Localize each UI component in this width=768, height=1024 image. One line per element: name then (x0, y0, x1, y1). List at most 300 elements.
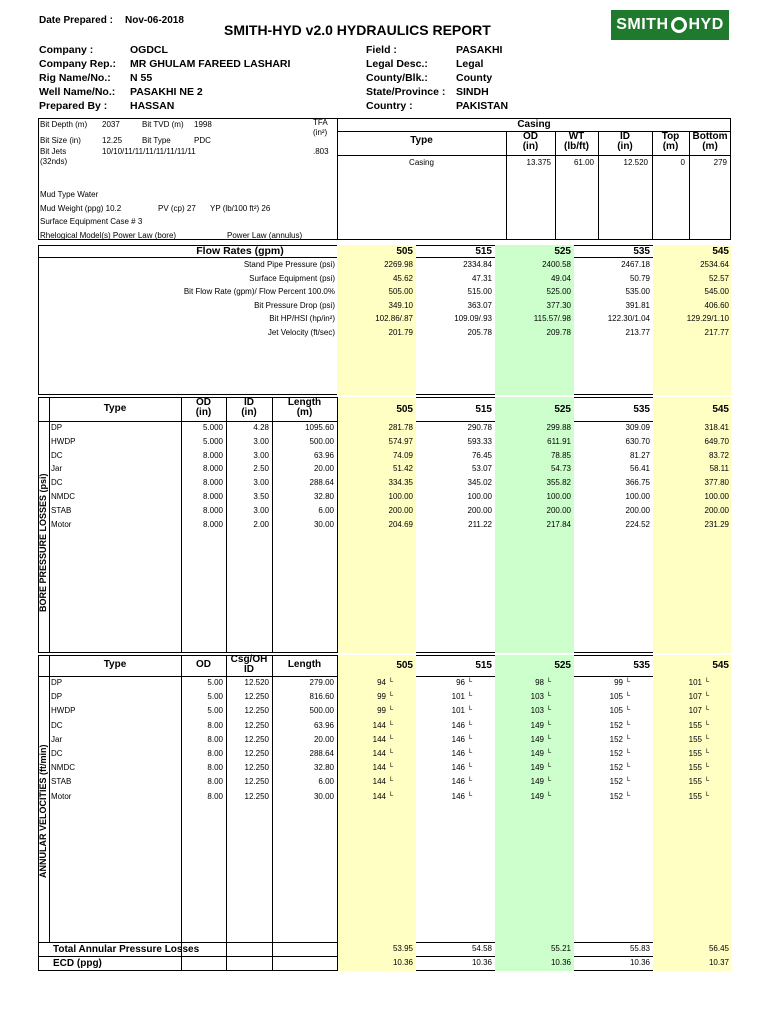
annular-row-id: 12.250 (244, 692, 269, 702)
flow-value: 2467.18 (621, 260, 650, 269)
annular-value: 146 (451, 720, 465, 730)
annular-flag: L (627, 791, 631, 798)
annular-row-id: 12.250 (244, 706, 269, 716)
bore-value: 100.00 (467, 492, 492, 501)
annular-value: 149 (530, 720, 544, 730)
bore-value: 204.69 (388, 519, 413, 529)
divider (272, 655, 273, 971)
flow-row-label: Bit Flow Rate (gpm)/ Flow Percent 100.0% (183, 287, 335, 296)
annular-row-type: Jar (51, 734, 63, 744)
bore-value: 100.00 (388, 492, 413, 501)
info-label: County/Blk.: (366, 72, 428, 84)
annular-rate-header: 505 (396, 660, 413, 671)
total-annular-loss-value: 55.83 (629, 944, 650, 953)
bore-row-od: 8.000 (202, 464, 223, 474)
bore-value: 74.09 (392, 450, 413, 460)
annular-value: 144 (372, 720, 386, 730)
bore-value: 630.70 (625, 436, 650, 446)
surface-equipment-case: Surface Equipment Case # 3 (40, 217, 143, 226)
flow-rate-header: 535 (633, 246, 650, 257)
bore-value: 200.00 (467, 505, 492, 515)
flow-value: 45.62 (392, 273, 413, 283)
total-annular-loss-value: 56.45 (708, 944, 729, 953)
bore-row-id: 3.00 (253, 478, 269, 488)
annular-value: 146 (451, 777, 465, 787)
annular-row-od: 8.00 (207, 734, 223, 744)
annular-flag: L (390, 749, 394, 755)
bore-row-type: DC (51, 478, 63, 488)
flow-value: 515.00 (467, 287, 492, 296)
annular-flag: L (706, 777, 710, 784)
flow-rate-header: 525 (554, 246, 571, 257)
annular-flag: L (469, 734, 473, 741)
info-label: Rig Name/No.: (39, 72, 111, 84)
bore-row-id: 4.28 (253, 423, 269, 432)
flow-value: 205.78 (467, 327, 492, 337)
annular-flag: L (548, 706, 552, 713)
bore-value: 81.27 (629, 450, 650, 460)
annular-row-length: 32.80 (313, 763, 334, 773)
annular-value: 152 (609, 791, 623, 801)
annular-flag: L (469, 791, 473, 798)
annular-flag: L (706, 678, 710, 684)
total-annular-loss-value: 54.58 (471, 944, 492, 953)
flow-value: 52.57 (708, 273, 729, 283)
annular-value: 152 (609, 720, 623, 730)
annular-value: 107 (688, 706, 702, 716)
annular-flag: L (627, 720, 631, 727)
annular-row-id: 12.250 (244, 763, 269, 773)
annular-flag: L (390, 678, 394, 684)
ecd-value: 10.36 (629, 958, 650, 967)
annular-flag: L (706, 791, 710, 798)
bore-value: 100.00 (625, 492, 650, 501)
annular-flag: L (706, 720, 710, 727)
annular-value: 146 (451, 734, 465, 744)
annular-value: 103 (530, 706, 544, 716)
annular-flag: L (548, 749, 552, 755)
annular-value: 152 (609, 777, 623, 787)
flow-row-label: Stand Pipe Pressure (psi) (243, 260, 335, 269)
annular-row-od: 5.00 (207, 692, 223, 702)
annular-flag: L (469, 763, 473, 770)
rheological-model-annulus: Power Law (annulus) (227, 231, 303, 240)
annular-row-type: DC (51, 749, 63, 758)
bit-depth-value: 2037 (102, 120, 120, 129)
bore-row-length: 30.00 (313, 519, 334, 529)
bit-depth-label: Bit Depth (m) (40, 120, 88, 129)
bit-type-value: PDC (194, 136, 211, 145)
annular-row-length: 63.96 (313, 720, 334, 730)
annular-value: 155 (688, 763, 702, 773)
casing-cell: 13.375 (526, 158, 551, 167)
bit-size-label: Bit Size (in) (40, 136, 81, 145)
divider (181, 655, 182, 971)
bore-row-id: 2.50 (253, 464, 269, 474)
flow-value: 2269.98 (384, 260, 413, 269)
bore-value: 290.78 (467, 423, 492, 432)
gear-icon (671, 17, 687, 33)
casing-header: Type (410, 135, 433, 146)
bit-tvd-label: Bit TVD (m) (142, 120, 184, 129)
bore-value: 100.00 (704, 492, 729, 501)
bore-value: 217.84 (546, 519, 571, 529)
annular-flag: L (627, 706, 631, 713)
annular-rate-header: 545 (712, 660, 729, 671)
ecd-value: 10.36 (471, 958, 492, 967)
annular-value: 98 (535, 678, 544, 687)
ecd-value: 10.36 (550, 958, 571, 967)
flow-row-label: Bit HP/HSI (hp/in²) (269, 314, 335, 323)
info-label: Legal Desc.: (366, 58, 428, 70)
annular-value: 94 (377, 678, 386, 687)
bore-row-length: 20.00 (313, 464, 334, 474)
bore-header: Length (m) (287, 397, 322, 418)
bore-value: 574.97 (388, 436, 413, 446)
bore-rate-header: 545 (712, 404, 729, 415)
annular-flag: L (706, 734, 710, 741)
info-label: Field : (366, 44, 397, 56)
bore-row-id: 3.00 (253, 505, 269, 515)
annular-row-length: 6.00 (318, 777, 334, 787)
annular-flag: L (627, 777, 631, 784)
annular-velocities-label: ANNULAR VELOCITIES (ft/min) (38, 744, 48, 878)
annular-row-length: 20.00 (313, 734, 334, 744)
annular-value: 103 (530, 692, 544, 702)
casing-header: Top (m) (661, 131, 680, 152)
logo-text-right: HYD (688, 16, 724, 33)
bore-pressure-losses-label: BORE PRESSURE LOSSES (psi) (38, 473, 48, 612)
annular-col-545 (653, 655, 731, 971)
annular-value: 155 (688, 749, 702, 758)
flow-value: 217.77 (704, 327, 729, 337)
bore-row-type: HWDP (51, 436, 76, 446)
casing-cell: 0 (680, 158, 685, 167)
bore-rate-header: 505 (396, 404, 413, 415)
flow-value: 391.81 (625, 300, 650, 310)
bore-row-length: 6.00 (318, 505, 334, 515)
flow-value: 129.29/1.10 (686, 314, 729, 323)
annular-flag: L (548, 763, 552, 770)
flow-value: 406.60 (704, 300, 729, 310)
logo-text-left: SMITH (616, 16, 669, 33)
bore-value: 56.41 (629, 464, 650, 474)
casing-header: OD (in) (522, 131, 539, 152)
annular-header: Type (103, 659, 127, 670)
annular-value: 144 (372, 749, 386, 758)
annular-value: 144 (372, 763, 386, 773)
annular-flag: L (390, 777, 394, 784)
annular-row-length: 288.64 (309, 749, 334, 758)
annular-flag: L (390, 720, 394, 727)
annular-value: 149 (530, 734, 544, 744)
annular-flag: L (548, 678, 552, 684)
annular-flag: L (627, 678, 631, 684)
flow-value: 2334.84 (463, 260, 492, 269)
bit-type-label: Bit Type (142, 136, 171, 145)
casing-cell: Casing (409, 158, 434, 167)
annular-row-od: 5.00 (207, 706, 223, 716)
report-title: SMITH-HYD v2.0 HYDRAULICS REPORT (224, 22, 491, 38)
annular-value: 146 (451, 749, 465, 758)
annular-value: 152 (609, 763, 623, 773)
total-annular-pressure-losses-label: Total Annular Pressure Losses (53, 944, 200, 955)
annular-rate-header: 515 (475, 660, 492, 671)
annular-value: 107 (688, 692, 702, 702)
bore-value: 211.22 (468, 519, 492, 529)
annular-flag: L (627, 749, 631, 755)
info-value: PASAKHI NE 2 (130, 86, 203, 98)
annular-flag: L (469, 706, 473, 713)
info-label: Well Name/No.: (39, 86, 116, 98)
bore-rate-header: 515 (475, 404, 492, 415)
flow-value: 49.04 (550, 273, 571, 283)
ecd-label: ECD (ppg) (53, 958, 102, 969)
flow-value: 2400.58 (542, 260, 571, 269)
annular-flag: L (390, 763, 394, 770)
annular-flag: L (706, 706, 710, 713)
annular-value: 99 (377, 692, 386, 702)
mud-type: Mud Type Water (40, 190, 99, 199)
total-annular-loss-value: 53.95 (392, 944, 413, 953)
info-value: HASSAN (130, 100, 175, 112)
annular-value: 99 (614, 678, 623, 687)
bore-row-length: 500.00 (309, 436, 334, 446)
annular-value: 99 (377, 706, 386, 716)
bore-value: 281.78 (388, 423, 413, 432)
flow-rates-title: Flow Rates (gpm) (196, 245, 284, 257)
annular-flag: L (548, 734, 552, 741)
annular-row-type: Motor (51, 791, 72, 801)
bore-row-id: 3.00 (253, 436, 269, 446)
annular-row-id: 12.250 (244, 749, 269, 758)
annular-row-id: 12.250 (244, 791, 269, 801)
annular-value: 144 (372, 777, 386, 787)
flow-value: 2534.64 (700, 260, 729, 269)
flow-value: 525.00 (546, 287, 571, 296)
annular-value: 144 (372, 734, 386, 744)
annular-header: Csg/OH ID (230, 654, 268, 675)
annular-value: 149 (530, 763, 544, 773)
flow-value: 535.00 (625, 287, 650, 296)
annular-flag: L (706, 749, 710, 755)
flow-value: 505.00 (388, 287, 413, 296)
annular-flag: L (390, 734, 394, 741)
annular-row-od: 8.00 (207, 720, 223, 730)
divider (226, 655, 227, 971)
bore-value: 345.02 (467, 478, 492, 488)
annular-row-length: 500.00 (309, 706, 334, 716)
annular-value: 155 (688, 734, 702, 744)
bore-row-od: 5.000 (202, 436, 223, 446)
annular-row-type: NMDC (51, 763, 75, 773)
bore-value: 231.29 (704, 519, 729, 529)
annular-row-od: 8.00 (207, 791, 223, 801)
flow-value: 363.07 (467, 300, 492, 310)
flow-value: 115.57/.98 (533, 314, 571, 323)
annular-row-id: 12.250 (244, 734, 269, 744)
info-label: State/Province : (366, 86, 446, 98)
bore-value: 76.45 (471, 450, 492, 460)
bore-row-type: NMDC (51, 492, 75, 501)
info-label: Prepared By : (39, 100, 108, 112)
flow-value: 209.78 (546, 327, 571, 337)
annular-row-type: HWDP (51, 706, 76, 716)
bore-value: 377.80 (704, 478, 729, 488)
annular-value: 155 (688, 777, 702, 787)
flow-row-label: Jet Velocity (ft/sec) (267, 327, 335, 337)
info-label: Country : (366, 100, 413, 112)
flow-row-label: Bit Pressure Drop (psi) (254, 300, 335, 310)
casing-header: WT (lb/ft) (564, 131, 589, 152)
casing-cell: 61.00 (573, 158, 594, 167)
info-label: Company Rep.: (39, 58, 117, 70)
bore-row-type: DC (51, 450, 63, 460)
annular-row-type: DC (51, 720, 63, 730)
annular-value: 146 (451, 791, 465, 801)
info-value: Legal (456, 58, 484, 70)
ecd-value: 10.36 (392, 958, 413, 967)
annular-flag: L (469, 749, 473, 755)
annular-row-id: 12.250 (244, 777, 269, 787)
flow-value: 50.79 (629, 273, 650, 283)
flow-rate-header: 505 (396, 246, 413, 257)
casing-header: Bottom (m) (692, 131, 728, 152)
bore-row-od: 8.000 (202, 478, 223, 488)
bore-row-od: 5.000 (202, 423, 223, 432)
annular-value: 155 (688, 720, 702, 730)
divider (337, 155, 731, 156)
annular-flag: L (390, 791, 394, 798)
annular-header: OD (196, 659, 211, 670)
annular-row-id: 12.520 (244, 678, 269, 687)
bore-row-od: 8.000 (202, 492, 223, 501)
casing-cell: 279 (713, 158, 727, 167)
info-label: Company : (39, 44, 94, 56)
annular-row-od: 8.00 (207, 777, 223, 787)
bit-tvd-value: 1998 (194, 120, 212, 129)
tfa-value: .803 (313, 147, 329, 156)
bore-header: ID (in) (241, 397, 257, 418)
bore-value: 309.09 (625, 423, 650, 432)
bore-value: 593.33 (467, 436, 492, 446)
annular-row-type: DP (51, 678, 63, 687)
bore-value: 58.11 (709, 464, 729, 474)
bore-row-id: 2.00 (253, 519, 269, 529)
bore-row-type: STAB (51, 505, 72, 515)
bore-row-type: Jar (51, 464, 63, 474)
annular-value: 144 (372, 791, 386, 801)
logo-subtitle: HYDRAULICS (690, 33, 723, 39)
bit-jets-label: Bit Jets (40, 147, 67, 156)
annular-flag: L (627, 734, 631, 741)
flow-value: 122.30/1.04 (607, 314, 650, 323)
bore-value: 224.52 (625, 519, 650, 529)
bore-row-od: 8.000 (202, 505, 223, 515)
annular-flag: L (390, 692, 394, 699)
total-annular-loss-value: 55.21 (550, 944, 571, 953)
bore-value: 200.00 (625, 505, 650, 515)
annular-flag: L (469, 777, 473, 784)
info-value: PASAKHI (456, 44, 503, 56)
flow-value: 349.10 (388, 300, 413, 310)
annular-flag: L (627, 692, 631, 699)
bit-size-value: 12.25 (102, 136, 123, 145)
bore-header: OD (in) (195, 397, 212, 418)
mud-pv: PV (cp) 27 (158, 204, 196, 213)
divider (337, 655, 338, 971)
ecd-value: 10.37 (708, 958, 729, 967)
annular-value: 155 (688, 791, 702, 801)
annular-row-od: 8.00 (207, 763, 223, 773)
bore-header: Type (103, 403, 127, 414)
bore-row-length: 288.64 (309, 478, 334, 488)
bore-value: 649.70 (704, 436, 729, 446)
bore-value: 200.00 (388, 505, 413, 515)
annular-row-type: DP (51, 692, 63, 702)
bore-value: 299.88 (546, 423, 571, 432)
casing-title: Casing (517, 119, 551, 130)
date-prepared-value: Nov-06-2018 (125, 15, 184, 26)
flow-value: 109.09/.93 (454, 314, 492, 323)
flow-value: 102.86/.87 (375, 314, 413, 323)
bore-row-type: Motor (51, 519, 72, 529)
bore-value: 200.00 (546, 505, 571, 515)
bit-jets-unit: (32nds) (40, 157, 68, 166)
bore-rate-header: 535 (633, 404, 650, 415)
bore-value: 51.42 (392, 464, 413, 474)
flow-rate-header: 515 (475, 246, 492, 257)
annular-row-length: 30.00 (313, 791, 334, 801)
flow-rate-header: 545 (712, 246, 729, 257)
flow-row-label: Surface Equipment (psi) (249, 273, 335, 283)
annular-value: 101 (688, 678, 702, 687)
annular-value: 146 (451, 763, 465, 773)
bore-value: 611.91 (547, 436, 571, 446)
bore-row-length: 1095.60 (305, 423, 334, 432)
mud-weight: Mud Weight (ppg) 10.2 (40, 204, 122, 213)
annular-value: 152 (609, 734, 623, 744)
rheological-model: Rhelogical Model(s) Power Law (bore) (40, 231, 177, 240)
annular-value: 149 (530, 749, 544, 758)
info-value: County (456, 72, 493, 84)
annular-row-od: 5.00 (207, 678, 223, 687)
bore-value: 334.35 (388, 478, 413, 488)
annular-value: 149 (530, 777, 544, 787)
bore-row-type: DP (51, 423, 63, 432)
bore-row-length: 63.96 (313, 450, 334, 460)
flow-value: 213.77 (625, 327, 650, 337)
flow-value: 545.00 (704, 287, 729, 296)
bore-rate-header: 525 (554, 404, 571, 415)
bore-value: 355.82 (546, 478, 571, 488)
bore-row-id: 3.50 (253, 492, 269, 501)
info-value: N 55 (130, 72, 153, 84)
flow-value: 377.30 (546, 300, 571, 310)
bore-row-length: 32.80 (313, 492, 334, 501)
divider (49, 397, 50, 653)
annular-flag: L (548, 720, 552, 727)
annular-row-length: 816.60 (309, 692, 334, 702)
annular-rate-header: 525 (554, 660, 571, 671)
annular-flag: L (706, 763, 710, 770)
tfa-label: TFA (313, 118, 328, 127)
annular-flag: L (548, 791, 552, 798)
annular-flag: L (469, 678, 473, 684)
annular-flag: L (390, 706, 394, 713)
casing-header: ID (in) (617, 131, 633, 152)
info-value: PAKISTAN (456, 100, 509, 112)
